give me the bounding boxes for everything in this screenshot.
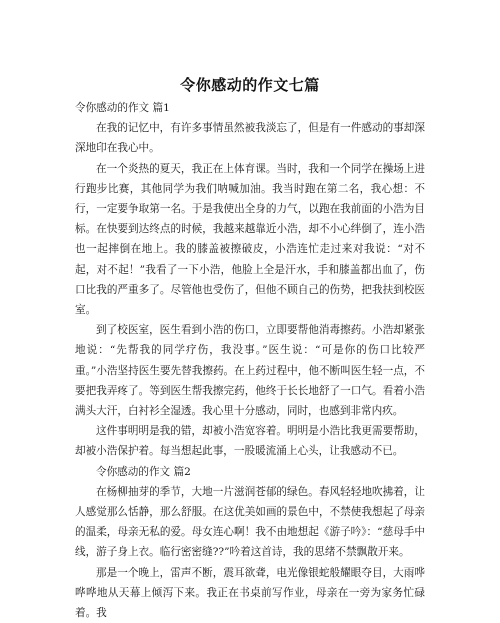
paragraph: 在我的记忆中，有许多事情虽然被我淡忘了，但是有一件感动的事却深深地印在我心中。: [75, 122, 425, 155]
document-body: [75, 98, 425, 623]
paragraph: 在一个炎热的夏天，我正在上体育课。当时，我和一个同学在操场上进行跑步比赛，其他同学为我们呐喊加油。我当时跑在第二名，我心想：不行，一定要争取第一名。于是我使出全身的力气，以跑在我前面的小浩为目标。在快要到达终点的时候，我越来越靠近小浩，却不小心绊倒了，连小浩也一起摔倒在地上。我的膝盖被擦破皮，小浩连忙走过来对我说：“对不起，对不起！”我看了一下小浩，他脸上全是汗水，手和膝盖都出血了，伤口比我的严重多了。尽管他也受伤了，但他不顾自己的伤势，把我扶到校医室。: [75, 162, 425, 317]
paragraph: 在杨柳抽芽的季节，大地一片滋润苍郁的绿色。春风轻轻地吹拂着，让人感觉那么恬静，那么舒服。在这优美如画的景色中，不禁使我想起了母亲的温柔，母亲无私的爱。母女连心啊！我不由地想起《游子吟》：“慈母手中线，游子身上衣。临行密密缝??”吟着这首诗，我的思绪不禁飘散开来。: [75, 485, 425, 559]
paragraph: 这件事明明是我的错，却被小浩宽容着。明明是小浩比我更需要帮助，却被小浩保护着。每当想起此事，一股暖流涌上心头，让我感动不已。: [75, 425, 425, 458]
section-heading-2: 令你感动的作文 篇2: [96, 465, 191, 478]
section-heading-1: 令你感动的作文 篇1: [75, 102, 170, 114]
document-title: 令你感动的作文七篇: [180, 76, 320, 94]
paragraph: 到了校医室，医生看到小浩的伤口，立即要帮他消毒擦药。小浩却紧张地说：“先帮我的同学疗伤，我没事。”医生说：“可是你的伤口比较严重。”小浩坚持医生要先替我擦药。在上药过程中，他不断叫医生轻一点，不要把我弄疼了。等到医生帮我擦完药，他终于长长地舒了一口气。看着小浩满头大汗，白衬衫全湿透。我心里十分感动，同时，也感到非常内疚。: [75, 324, 425, 418]
paragraph: 那是一个晚上，雷声不断，震耳欲聋，电光像银蛇般耀眼夺目，大雨哗哗哗地从天幕上倾泻下来。我正在书桌前写作业，母亲在一旁为家务忙碌着。我: [75, 566, 425, 620]
